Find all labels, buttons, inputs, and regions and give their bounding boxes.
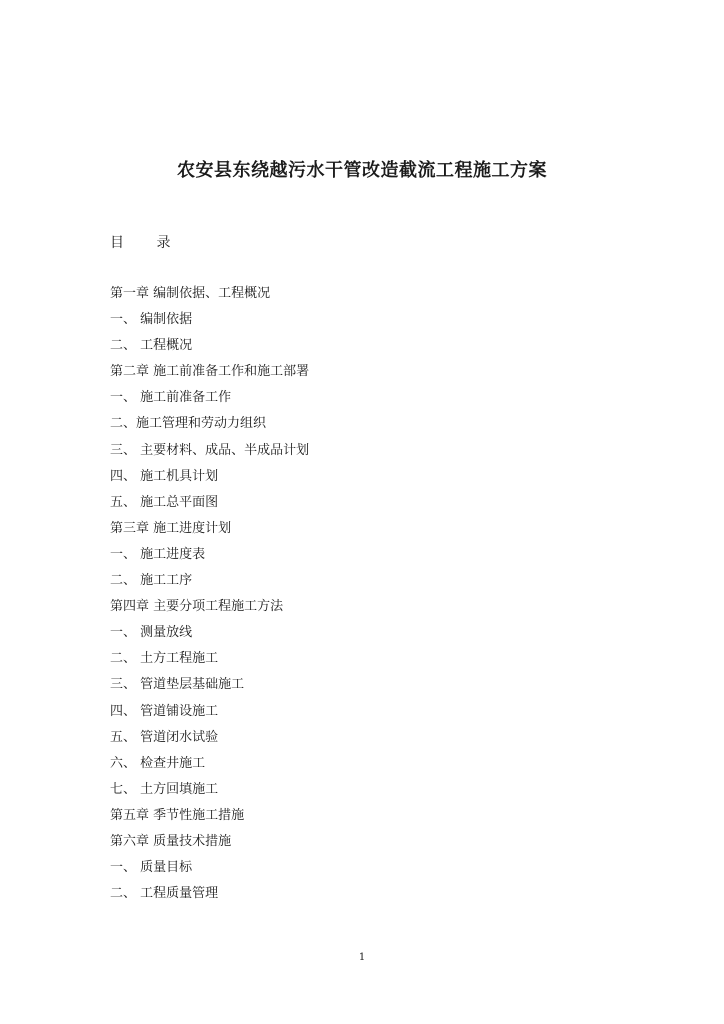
- toc-item: 四、 管道铺设施工: [110, 703, 219, 719]
- toc-item: 二、 土方工程施工: [110, 651, 219, 667]
- toc-item: 五、 管道闭水试验: [110, 729, 219, 745]
- toc-item: 七、 土方回填施工: [110, 781, 219, 797]
- toc-item: 一、 测量放线: [110, 625, 193, 641]
- toc-item: 第四章 主要分项工程施工方法: [110, 599, 284, 615]
- toc-item: 第五章 季节性施工措施: [110, 807, 245, 823]
- toc-item: 一、 施工前准备工作: [110, 390, 232, 406]
- document-title-text: 农安县东绕越污水干管改造截流工程施工方案: [177, 160, 547, 181]
- toc-item: 第六章 质量技术措施: [110, 833, 232, 849]
- toc-item: 三、 管道垫层基础施工: [110, 677, 245, 693]
- document-title: [0, 156, 724, 182]
- toc-heading: 目 录: [110, 235, 185, 251]
- toc-item: 一、 编制依据: [110, 312, 193, 328]
- toc-item: 五、 施工总平面图: [110, 494, 219, 510]
- toc-item: 第二章 施工前准备工作和施工部署: [110, 364, 310, 380]
- toc-item: 一、 施工进度表: [110, 546, 206, 562]
- toc-item: 二、施工管理和劳动力组织: [110, 416, 267, 432]
- toc-item: 六、 检查井施工: [110, 755, 206, 771]
- toc-item: 二、 工程质量管理: [110, 886, 219, 902]
- toc-item: 第一章 编制依据、工程概况: [110, 286, 271, 301]
- toc-item: 四、 施工机具计划: [110, 468, 219, 484]
- toc-item: 一、 质量目标: [110, 860, 193, 876]
- toc-item: 三、 主要材料、成品、半成品计划: [110, 442, 310, 458]
- toc-item: 二、 施工工序: [110, 573, 193, 589]
- table-of-contents: [110, 284, 309, 910]
- toc-item: 二、 工程概况: [110, 338, 193, 354]
- page-number: 1: [358, 952, 366, 963]
- toc-item: 第三章 施工进度计划: [110, 520, 232, 536]
